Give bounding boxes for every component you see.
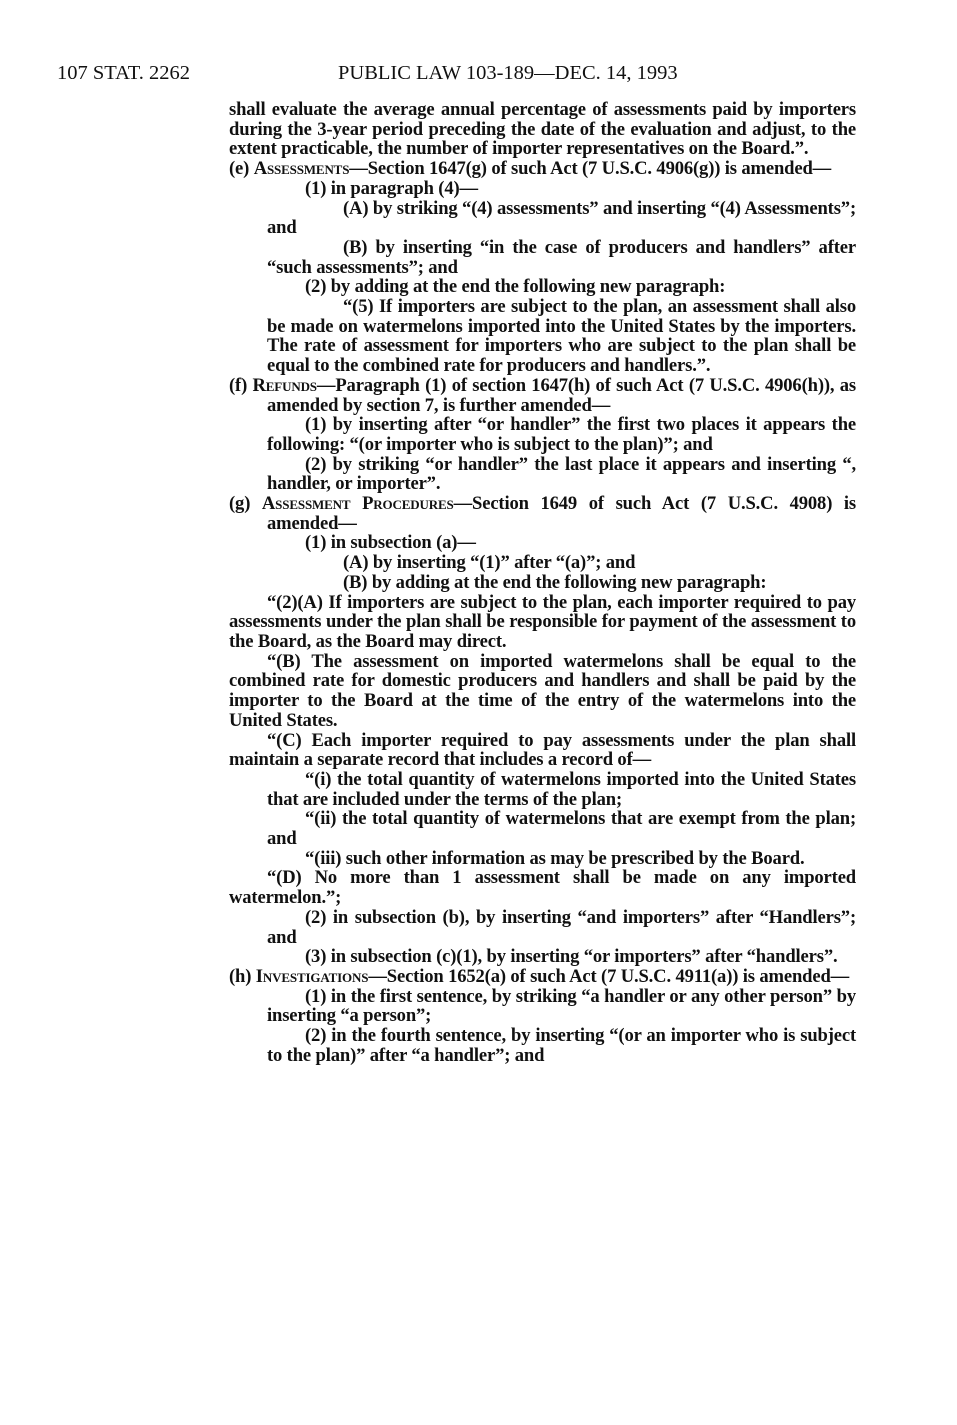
section-heading: Assessment Procedures: [261, 493, 454, 515]
paragraph: “(i) the total quantity of watermelons imported into the United States that are included under the terms of the plan;: [267, 768, 856, 810]
page-header-stat: 107 STAT. 2262: [57, 62, 190, 84]
paragraph: (1) by inserting after “or handler” the first two places it appears the following: “(or importer who is subject to the plan)”; and: [267, 414, 856, 455]
section-heading: Investigations: [255, 965, 369, 987]
paragraph: (A) by striking “(4) assessments” and inserting “(4) Assessments”; and: [267, 197, 856, 239]
section-e: (e) Assessments—Section 1647(g) of such Act (7 U.S.C. 4906(g)) is amended—: [229, 158, 832, 180]
paragraph: “(C) Each importer required to pay assessments under the plan shall maintain a separate record that includes a record of—: [229, 729, 856, 771]
paragraph: (2) in the fourth sentence, by inserting “(or an importer who is subject to the plan)” after “a handler”; and: [267, 1025, 856, 1066]
section-g: (g) Assessment Procedures—Section 1649 of such Act (7 U.S.C. 4908) is amended—: [229, 493, 857, 534]
paragraph: (3) in subsection (c)(1), by inserting “or importers” after “handlers”.: [305, 946, 838, 968]
paragraph: (A) by inserting “(1)” after “(a)”; and: [343, 552, 636, 574]
paragraph: “(ii) the total quantity of watermelons that are exempt from the plan; and: [267, 808, 856, 850]
paragraph: “(iii) such other information as may be prescribed by the Board.: [305, 847, 805, 869]
paragraph: (1) in the first sentence, by striking “a handler or any other person” by inserting “a person”;: [267, 985, 856, 1027]
page-header-law: PUBLIC LAW 103-189—DEC. 14, 1993: [338, 62, 678, 84]
paragraph: (1) in subsection (a)—: [305, 532, 476, 554]
paragraph: (2) by striking “or handler” the last place it appears and inserting “, handler, or importer”.: [267, 453, 856, 495]
paragraph: “(D) No more than 1 assessment shall be made on any imported watermelon.”;: [229, 867, 856, 909]
paragraph: shall evaluate the average annual percentage of assessments paid by importers during the 3-year period preceding the date of the evaluation and adjust, to the extent practicable, the number of importer representatives on the Board.”.: [229, 99, 856, 160]
section-heading: Assessments: [253, 158, 350, 180]
section-f: (f) Refunds—Paragraph (1) of section 1647(h) of such Act (7 U.S.C. 4906(h)), as amended by section 7, is further amended—: [229, 374, 857, 416]
paragraph: (1) in paragraph (4)—: [305, 177, 478, 199]
paragraph: (2) by adding at the end the following new paragraph:: [305, 276, 726, 298]
paragraph: (B) by inserting “in the case of producers and handlers” after “such assessments”; and: [267, 236, 856, 278]
paragraph: “(2)(A) If importers are subject to the plan, each importer required to pay assessments under the plan shall be responsible for payment of the assessment to the Board, as the Board may direct.: [229, 591, 856, 652]
body-text: [229, 100, 856, 1065]
section-heading: Refunds: [252, 374, 317, 396]
paragraph: (2) in subsection (b), by inserting “and importers” after “Handlers”; and: [267, 906, 856, 948]
paragraph: (B) by adding at the end the following new paragraph:: [343, 571, 767, 593]
section-h: (h) Investigations—Section 1652(a) of such Act (7 U.S.C. 4911(a)) is amended—: [229, 965, 850, 987]
paragraph: “(5) If importers are subject to the plan, an assessment shall also be made on watermelons imported into the United States by the importers. The rate of assessment for importers who are subject to the plan shall be equal to the combined rate for producers and handlers.”.: [267, 296, 856, 377]
paragraph: “(B) The assessment on imported watermelons shall be equal to the combined rate for domestic producers and handlers and shall be paid by the importer to the Board at the time of the entry of the watermelons into the United States.: [229, 650, 856, 731]
